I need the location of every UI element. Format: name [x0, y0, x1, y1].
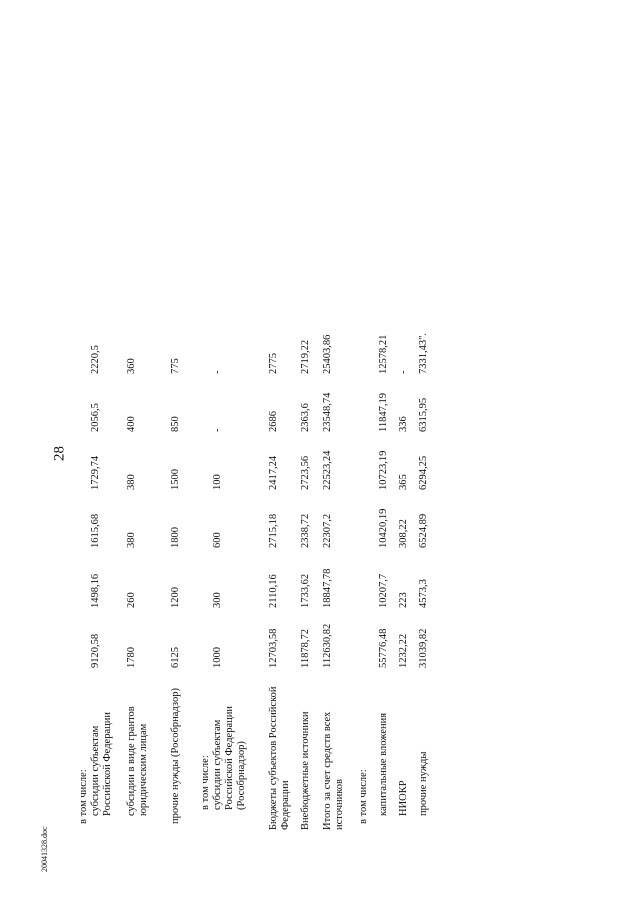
- table-cell: 100: [212, 474, 223, 490]
- table-cell: 1000: [212, 647, 223, 668]
- table-cell: 55776,48: [378, 628, 389, 668]
- table-cell: 1733,62: [300, 573, 311, 608]
- table-cell: 360: [126, 358, 137, 374]
- row-label: капитальные вложения: [378, 712, 389, 816]
- row-label: субсидии субъектам Российской Федерации (Рособрнадзор): [212, 706, 247, 810]
- document-table: [78, 270, 438, 830]
- table-cell: 6524,89: [418, 513, 429, 548]
- table-cell: 2363,6: [300, 403, 311, 432]
- table-cell: 2220,5: [90, 345, 101, 374]
- row-label: прочие нужды: [418, 751, 429, 816]
- table-cell: 1232,22: [398, 633, 409, 668]
- row-label: в том числе:: [358, 769, 369, 824]
- table-cell: 260: [126, 592, 137, 608]
- row-label: субсидии субъектам Российской Федерации: [90, 712, 113, 816]
- table-cell: 1729,74: [90, 455, 101, 490]
- table-cell: 4573,3: [418, 579, 429, 608]
- table-cell: 850: [170, 416, 181, 432]
- footer-filename: 20041328.doc: [40, 826, 49, 872]
- table-cell: 25403,86: [322, 334, 333, 374]
- table-cell: 1498,16: [90, 573, 101, 608]
- table-cell: 365: [398, 474, 409, 490]
- table-cell: 31039,82: [418, 628, 429, 668]
- table-cell: 1200: [170, 587, 181, 608]
- row-label: Внебюджетные источники: [300, 711, 311, 830]
- row-label: НИОКР: [398, 780, 409, 816]
- table-cell: 6125: [170, 647, 181, 668]
- table-cell: 223: [398, 592, 409, 608]
- row-label: в том числе:: [200, 755, 211, 810]
- table-cell: 10420,19: [378, 508, 389, 548]
- table-cell: 1500: [170, 469, 181, 490]
- row-label: субсидии в виде грантов юридическим лицам: [126, 706, 149, 816]
- row-label: в том числе:: [78, 769, 89, 824]
- row-label: Бюджеты субъектов Российской Федерации: [268, 686, 291, 830]
- table-cell: 112630,82: [322, 623, 333, 668]
- table-cell: 12578,21: [378, 334, 389, 374]
- table-cell: 1780: [126, 647, 137, 668]
- table-cell: 23548,74: [322, 392, 333, 432]
- table-cell: 11878,72: [300, 629, 311, 668]
- table-cell: 2110,16: [268, 574, 279, 608]
- table-cell: 7331,43".: [418, 332, 429, 374]
- table-cell: 10207,7: [378, 573, 389, 608]
- table-cell: 22307,2: [322, 513, 333, 548]
- row-label: прочие нужды (Рособрнадзор): [170, 688, 181, 824]
- table-cell: 9120,58: [90, 633, 101, 668]
- table-cell: -: [212, 428, 223, 432]
- table-cell: 2056,5: [90, 403, 101, 432]
- table-cell: 1615,68: [90, 513, 101, 548]
- table-cell: 18847,78: [322, 568, 333, 608]
- table-cell: 2715,18: [268, 513, 279, 548]
- table-cell: 6315,95: [418, 397, 429, 432]
- table-cell: 600: [212, 532, 223, 548]
- table-cell: 2686: [268, 411, 279, 432]
- table-cell: -: [212, 370, 223, 374]
- table-cell: 2417,24: [268, 455, 279, 490]
- page-number: 28: [51, 446, 68, 461]
- table-cell: 2723,56: [300, 455, 311, 490]
- table-cell: 380: [126, 532, 137, 548]
- table-cell: 2338,72: [300, 513, 311, 548]
- table-cell: 308,22: [398, 519, 409, 548]
- table-cell: -: [398, 370, 409, 374]
- table-cell: 1800: [170, 527, 181, 548]
- table-cell: 300: [212, 592, 223, 608]
- table-cell: 380: [126, 474, 137, 490]
- table-cell: 775: [170, 358, 181, 374]
- table-cell: 336: [398, 416, 409, 432]
- table-cell: 2775: [268, 353, 279, 374]
- table-cell: 2719,22: [300, 339, 311, 374]
- table-cell: 6294,25: [418, 455, 429, 490]
- table-cell: 10723,19: [378, 450, 389, 490]
- row-label: Итого за счет средств всех источников: [322, 711, 345, 830]
- table-cell: 22523,24: [322, 450, 333, 490]
- table-cell: 11847,19: [378, 393, 389, 432]
- table-cell: 400: [126, 416, 137, 432]
- table-cell: 12703,58: [268, 628, 279, 668]
